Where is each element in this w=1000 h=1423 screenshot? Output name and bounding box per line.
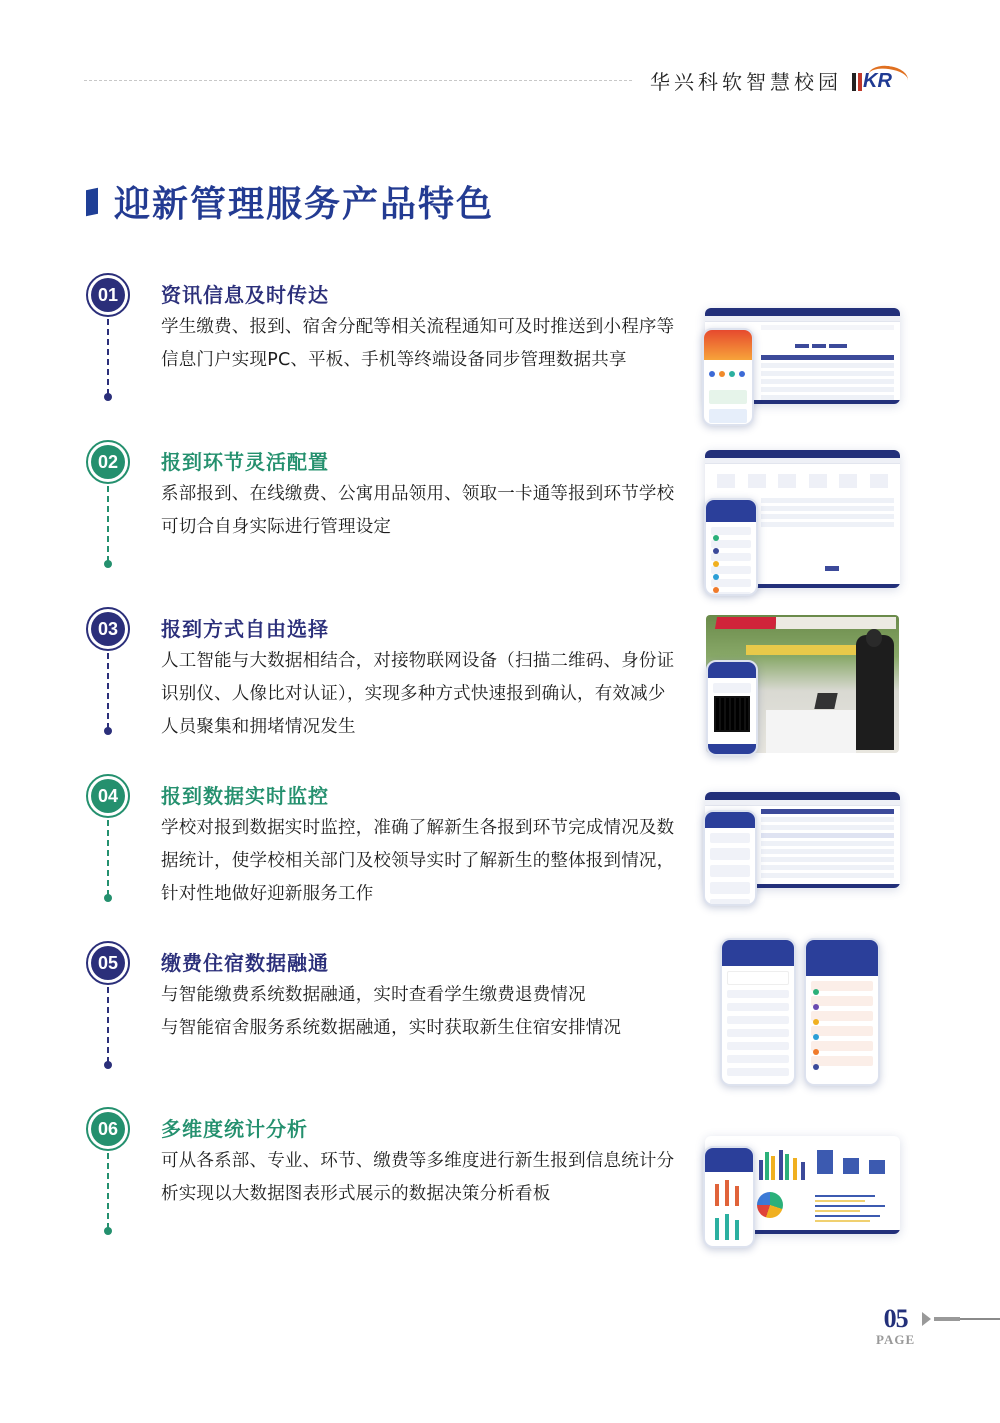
brand-name: 华兴科软智慧校园 bbox=[650, 70, 842, 94]
number-badge: 04 bbox=[86, 774, 130, 818]
checkin-mobile-screenshot bbox=[704, 498, 758, 596]
feature-description: 人工智能与大数据相结合，对接物联网设备（扫描二维码、身份证识别仪、人像比对认证），实现多种方式快速报到确认，有效减少人员聚集和拥堵情况发生 bbox=[161, 651, 675, 737]
feature-description-line: 与智能缴费系统数据融通，实时查看学生缴费退费情况 bbox=[161, 985, 586, 1005]
timeline-dashed-line bbox=[107, 1153, 109, 1229]
page-arrow-icon bbox=[922, 1312, 931, 1326]
timeline-dot bbox=[104, 1227, 112, 1235]
feature-title: 报到环节灵活配置 bbox=[161, 450, 329, 474]
qrcode-mobile-screenshot bbox=[706, 660, 758, 756]
page-number: 05 PAGE bbox=[876, 1304, 916, 1347]
feature-title: 报到数据实时监控 bbox=[161, 784, 329, 808]
timeline-dot bbox=[104, 560, 112, 568]
feature-title: 多维度统计分析 bbox=[161, 1117, 308, 1141]
number-badge: 02 bbox=[86, 440, 130, 484]
timeline-dashed-line bbox=[107, 987, 109, 1063]
hkr-logo-icon: KR bbox=[850, 68, 906, 94]
mobile-portal-screenshot bbox=[702, 328, 754, 426]
dormitory-mobile-screenshot bbox=[804, 938, 880, 1086]
title-bar-icon bbox=[86, 187, 98, 216]
payment-mobile-screenshot bbox=[720, 938, 796, 1086]
timeline-dashed-line bbox=[107, 319, 109, 395]
feature-description bbox=[161, 979, 676, 1045]
number-badge: 05 bbox=[86, 941, 130, 985]
feature-description-line: 与智能宿舍服务系统数据融通，实时获取新生住宿安排情况 bbox=[161, 1018, 622, 1038]
feature-title: 缴费住宿数据融通 bbox=[161, 951, 329, 975]
bar-chart-icon bbox=[755, 1146, 815, 1180]
qrcode-icon bbox=[716, 698, 748, 730]
analytics-mobile-screenshot bbox=[703, 1146, 755, 1248]
feature-description: 可从各系部、专业、环节、缴费等多维度进行新生报到信息统计分析实现以大数据图表形式展示的数据决策分析看板 bbox=[161, 1151, 675, 1204]
feature-description: 系部报到、在线缴费、公寓用品领用、领取一卡通等报到环节学校可切合自身实际进行管理设定 bbox=[161, 484, 675, 537]
number-badge: 03 bbox=[86, 607, 130, 651]
timeline-dot bbox=[104, 727, 112, 735]
feature-description: 学校对报到数据实时监控，准确了解新生各报到环节完成情况及数据统计，使学校相关部门及校领导实时了解新生的整体报到情况，针对性地做好迎新服务工作 bbox=[161, 818, 675, 904]
number-badge: 01 bbox=[86, 273, 130, 317]
timeline-dot bbox=[104, 393, 112, 401]
timeline-dot bbox=[104, 1061, 112, 1069]
feature-title: 报到方式自由选择 bbox=[161, 617, 329, 641]
monitor-mobile-screenshot bbox=[703, 810, 757, 906]
timeline-dashed-line bbox=[107, 653, 109, 729]
pie-chart-icon bbox=[757, 1192, 783, 1218]
feature-title: 资讯信息及时传达 bbox=[161, 283, 329, 307]
feature-description: 学生缴费、报到、宿舍分配等相关流程通知可及时推送到小程序等信息门户实现PC、平板、手机等终端设备同步管理数据共享 bbox=[161, 317, 675, 370]
number-badge: 06 bbox=[86, 1107, 130, 1151]
timeline-dot bbox=[104, 894, 112, 902]
page-title: 迎新管理服务产品特色 bbox=[86, 176, 494, 227]
brand-header bbox=[650, 66, 906, 95]
header-dashed-divider bbox=[84, 80, 632, 81]
timeline-dashed-line bbox=[107, 820, 109, 896]
page-line-accent bbox=[934, 1317, 960, 1321]
timeline-dashed-line bbox=[107, 486, 109, 562]
